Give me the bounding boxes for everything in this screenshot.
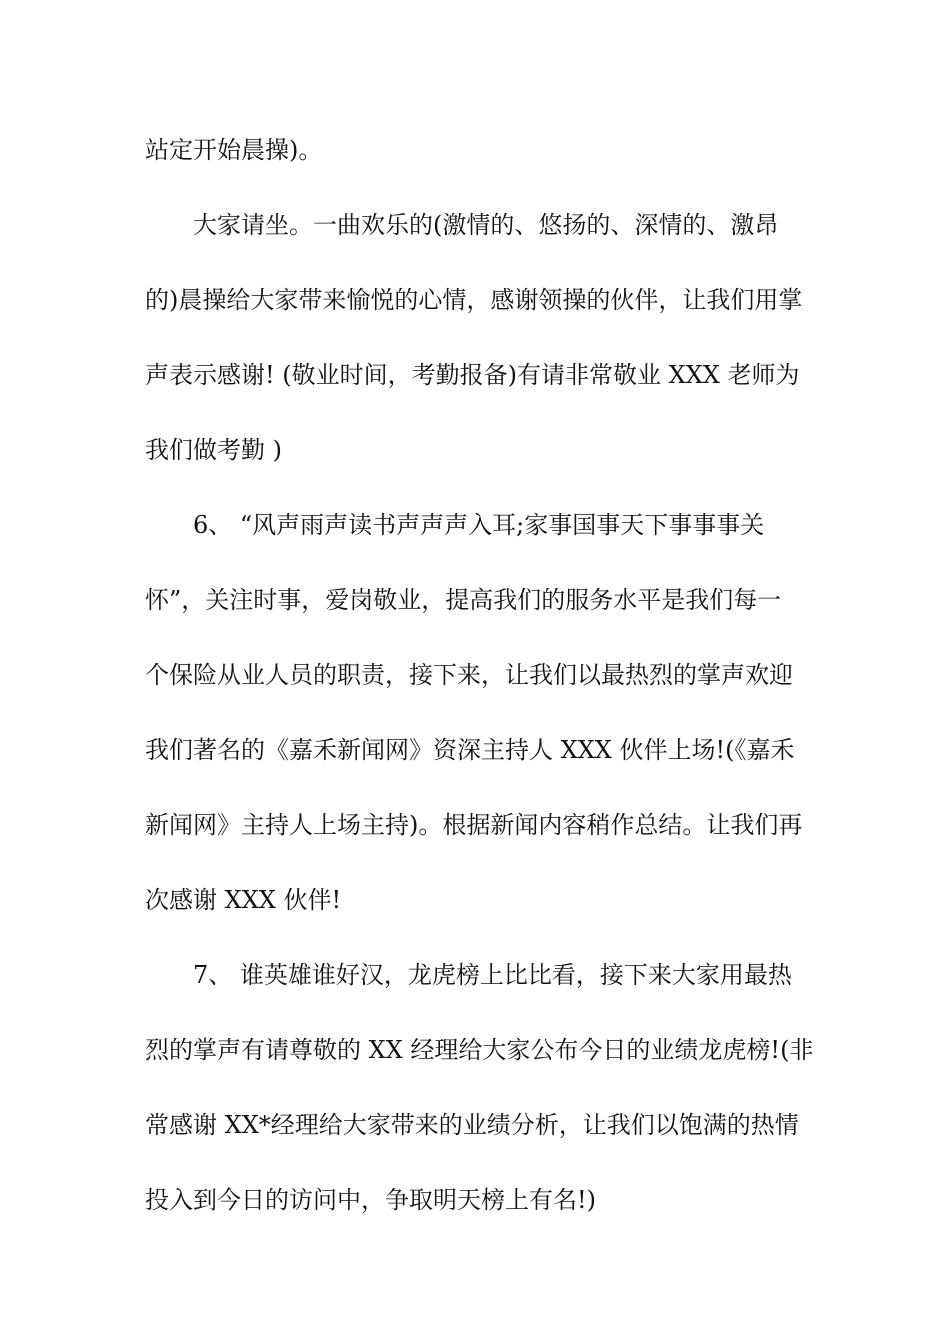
text-line: 怀”，关注时事，爱岗敬业，提高我们的服务水平是我们每一 [145, 586, 782, 614]
paragraph-start-line: 7、 谁英雄谁好汉，龙虎榜上比比看，接下来大家用最热 [193, 961, 792, 989]
paragraph-start-line: 6、 “风声雨声读书声声声入耳;家事国事天下事事事关 [193, 511, 765, 539]
text-line: 站定开始晨操)。 [145, 136, 323, 164]
text-line: 投入到今日的访问中，争取明天榜上有名!) [145, 1186, 597, 1214]
text-line: 声表示感谢! (敬业时间，考勤报备)有请非常敬业 XXX 老师为 [145, 361, 800, 389]
text-line: 烈的掌声有请尊敬的 XX 经理给大家公布今日的业绩龙虎榜!(非 [145, 1036, 814, 1064]
text-line: 新闻网》主持人上场主持)。根据新闻内容稍作总结。让我们再 [145, 811, 803, 839]
paragraph-start-line: 大家请坐。一曲欢乐的(激情的、悠扬的、深情的、激昂 [193, 211, 779, 239]
text-line: 常感谢 XX*经理给大家带来的业绩分析，让我们以饱满的热情 [145, 1111, 799, 1139]
text-line: 我们做考勤 ) [145, 436, 282, 464]
text-line: 个保险从业人员的职责，接下来，让我们以最热烈的掌声欢迎 [145, 661, 793, 689]
text-line: 次感谢 XXX 伙伴! [145, 886, 342, 914]
text-line: 的)晨操给大家带来愉悦的心情，感谢领操的伙伴，让我们用掌 [145, 286, 803, 314]
text-line: 我们著名的《嘉禾新闻网》资深主持人 XXX 伙伴上场!(《嘉禾 [145, 736, 795, 764]
